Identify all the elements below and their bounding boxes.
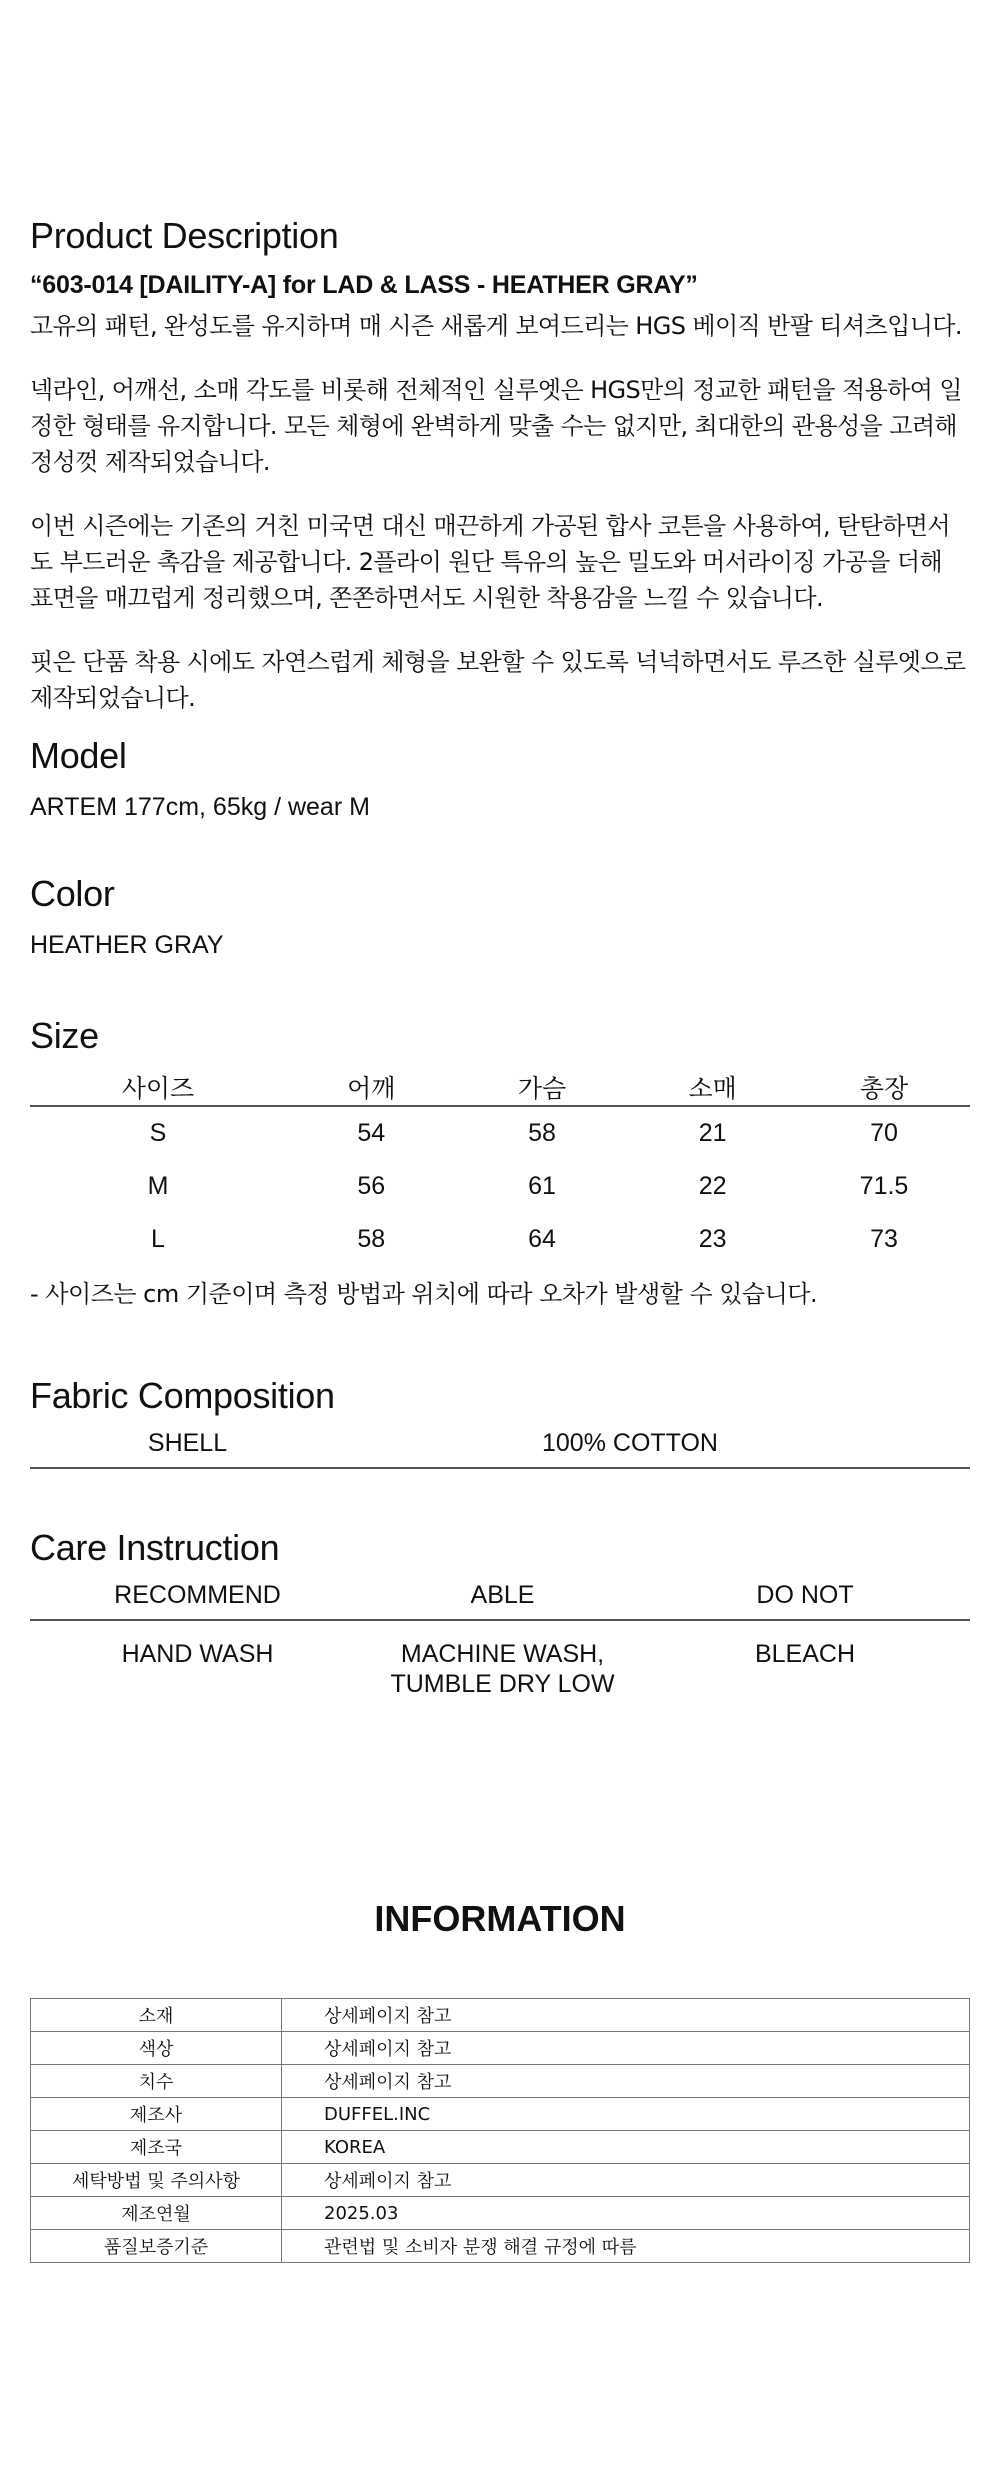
description-paragraph-2: 넥라인, 어깨선, 소매 각도를 비롯해 전체적인 실루엣은 HGS만의 정교한 패턴을 적용하여 일정한 형태를 유지합니다. 모든 체형에 완벽하게 맞출 수는 없지만, 최대한의 관용성을 고려해 정성껏 제작되었습니다. (30, 376, 962, 477)
size-note: - 사이즈는 cm 기준이며 측정 방법과 위치에 따라 오차가 발생할 수 있습니다. (30, 1280, 818, 1309)
size-cell: 23 (698, 1225, 727, 1254)
fabric-section (30, 1374, 970, 1469)
fabric-value: 100% COTTON (542, 1429, 718, 1458)
size-cell: 56 (357, 1172, 386, 1201)
information-section (30, 1998, 970, 2263)
size-header-cell: 가슴 (457, 1069, 628, 1106)
care-value-able: MACHINE WASH, TUMBLE DRY LOW (390, 1640, 615, 1699)
info-key: 소재 (31, 1999, 282, 2032)
table-row (30, 1160, 970, 1213)
size-header-cell: 어깨 (286, 1069, 457, 1106)
care-header-able: ABLE (470, 1581, 535, 1610)
information-title: INFORMATION (374, 1898, 626, 1939)
fabric-row (30, 1429, 970, 1469)
size-cell: L (151, 1225, 165, 1254)
size-table-header (30, 1069, 970, 1106)
size-cell: 64 (528, 1225, 556, 1254)
info-value: 관련법 및 소비자 분쟁 해결 규정에 따름 (282, 2230, 970, 2263)
size-cell: 73 (870, 1225, 898, 1254)
size-header-cell: 사이즈 (30, 1069, 286, 1106)
info-value: 상세페이지 참고 (282, 2032, 970, 2065)
table-row (31, 2197, 970, 2230)
table-row (30, 1213, 970, 1266)
info-key: 제조연월 (31, 2197, 282, 2230)
color-value: HEATHER GRAY (30, 931, 224, 960)
table-row (31, 2131, 970, 2164)
model-info: ARTEM 177cm, 65kg / wear M (30, 793, 370, 822)
size-cell: 21 (698, 1119, 727, 1148)
fabric-label: SHELL (147, 1429, 228, 1458)
color-heading: Color (30, 873, 115, 914)
fabric-heading: Fabric Composition (30, 1375, 335, 1416)
size-table (30, 1069, 970, 1266)
info-value: DUFFEL.INC (282, 2098, 970, 2131)
product-title: “603-014 [DAILITY-A] for LAD & LASS - HEATHER GRAY” (30, 271, 698, 300)
color-section (30, 872, 970, 960)
description-paragraph-1: 고유의 패턴, 완성도를 유지하며 매 시즌 새롭게 보여드리는 HGS 베이직 반팔 티셔츠입니다. (30, 312, 962, 341)
size-header-cell: 총장 (798, 1069, 970, 1106)
description-paragraph-4: 핏은 단품 착용 시에도 자연스럽게 체형을 보완할 수 있도록 넉넉하면서도 루즈한 실루엣으로 제작되었습니다. (30, 648, 966, 713)
table-row (31, 2065, 970, 2098)
care-header-row (30, 1581, 970, 1621)
table-row (31, 2230, 970, 2263)
table-row (31, 2032, 970, 2065)
size-header-cell: 소매 (627, 1069, 798, 1106)
size-cell: M (147, 1172, 169, 1201)
table-row (30, 1106, 970, 1160)
care-header-recommend: RECOMMEND (114, 1581, 281, 1610)
description-paragraph-3: 이번 시즌에는 기존의 거친 미국면 대신 매끈하게 가공된 합사 코튼을 사용하여, 탄탄하면서도 부드러운 촉감을 제공합니다. 2플라이 원단 특유의 높은 밀도와 머서라이징 가공을 더해 표면을 매끄럽게 정리했으며, 쫀쫀하면서도 시원한 착용감을 느낄 수 있습니다. (30, 512, 950, 613)
info-key: 색상 (31, 2032, 282, 2065)
care-value-do-not: BLEACH (754, 1640, 856, 1669)
information-table (30, 1998, 970, 2263)
model-section (30, 734, 970, 822)
info-key: 제조국 (31, 2131, 282, 2164)
care-value-row (30, 1639, 970, 1699)
size-cell: S (149, 1119, 167, 1148)
care-header-do-not: DO NOT (756, 1581, 854, 1610)
info-value: KOREA (282, 2131, 970, 2164)
size-cell: 70 (870, 1119, 898, 1148)
care-section (30, 1526, 970, 1699)
product-description-section (30, 214, 970, 716)
info-key: 세탁방법 및 주의사항 (31, 2164, 282, 2197)
table-row (31, 1999, 970, 2032)
care-value-recommend: HAND WASH (121, 1640, 274, 1669)
size-cell: 61 (528, 1172, 556, 1201)
size-cell: 22 (698, 1172, 727, 1201)
info-value: 상세페이지 참고 (282, 2065, 970, 2098)
size-section (30, 1014, 970, 1309)
table-row (31, 2098, 970, 2131)
size-cell: 58 (357, 1225, 386, 1254)
size-cell: 54 (357, 1119, 386, 1148)
size-heading: Size (30, 1015, 99, 1056)
table-row (31, 2164, 970, 2197)
info-key: 치수 (31, 2065, 282, 2098)
info-value: 상세페이지 참고 (282, 2164, 970, 2197)
info-value: 2025.03 (282, 2197, 970, 2230)
care-heading: Care Instruction (30, 1527, 280, 1568)
model-heading: Model (30, 735, 127, 776)
size-cell: 58 (528, 1119, 556, 1148)
info-key: 제조사 (31, 2098, 282, 2131)
info-key: 품질보증기준 (31, 2230, 282, 2263)
size-cell: 71.5 (859, 1172, 909, 1201)
product-description-heading: Product Description (30, 215, 339, 256)
info-value: 상세페이지 참고 (282, 1999, 970, 2032)
